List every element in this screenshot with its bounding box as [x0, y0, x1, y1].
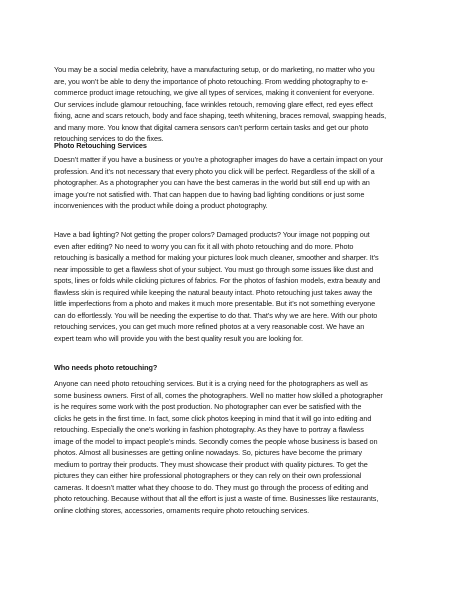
section2-paragraph: Anyone can need photo retouching services. But it is a crying need for the photographers as well as some business owners. First of all, comes the photographers. Well no matter how skilled a photographer is he requires some work with the post production. No photographer can ever be satisfied with the clicks he gets in the first time. In fact, some click photos keeping in mind that it will go into editing and retouching. Especially the one’s working in fashion photography. As they have to portray a flawless image of the model to impact people’s minds. Secondly comes the people whose business is based on photos. Almost all businesses are getting online nowadays. So, pictures have become the primary medium to portray their products. They must showcase their product with quality pictures. To get the pictures they can either hire professional photographers or they can rely on their own professional cameras. It doesn’t matter what they choose to do. They must go through the process of editing and photo retouching. Because without that all the effort is just a waste of time. Businesses like restaurants, online clothing stores, accessories, ornaments require photo retouching services.	[54, 379, 383, 516]
section-heading-photo-retouching-services: Photo Retouching Services	[54, 141, 147, 150]
section1-paragraph-2: Have a bad lighting? Not getting the proper colors? Damaged products? Your image not popping out even after editing? No need to worry you can fix it all with photo retouching and do more. Photo retouching is basically a method for making your pictures look much cleaner, smoother and sharper. It’s near impossible to get a flawless shot of your subject. You must go through some issues like dust and spots, lines or folds while clicking pictures of fabrics. For the photos of fashion models, extra beauty and flawless skin is required while keeping the natural beauty intact. Photo retouching just takes away the little imperfections from a photo and makes it much more presentable. But it’s not something everyone can do effortlessly. You will be needing the expertise to do that. That’s why we are here. With our photo retouching services, you can get much more refined photos at a very reasonable cost. We have an expert team who will provide you with the best quality result you are looking for.	[54, 230, 381, 343]
section-heading-who-needs-photo-retouching: Who needs photo retouching?	[54, 363, 158, 372]
section1-paragraph-1: Doesn’t matter if you have a business or you’re a photographer images do have a certain impact on your profession. And it’s not necessary that every photo you click will be perfect. Regardless of the skill of a photographer. As a photographer you can have the best cameras in the world but still end up with an image you’re not satisfied with. That can happen due to having bad lighting conditions or just some inconveniences with the product while doing a product photography.	[54, 155, 383, 211]
intro-paragraph: You may be a social media celebrity, have a manufacturing setup, or do marketing, no matter who you are, you won’t be able to deny the importance of photo retouching. From wedding photography to e- commerce product image retouching, we give all types of services, making it convenient for everyone. Our services include glamour retouching, face wrinkles retouch, removing glare effect, red eyes effect fixing, acne and scars retouch, body and face shaping, teeth whitening, braces removal, swapping heads, and many more. You know that digital camera sensors can’t perform certain tasks and get our photo retouching services to do the fixes.	[54, 65, 387, 144]
